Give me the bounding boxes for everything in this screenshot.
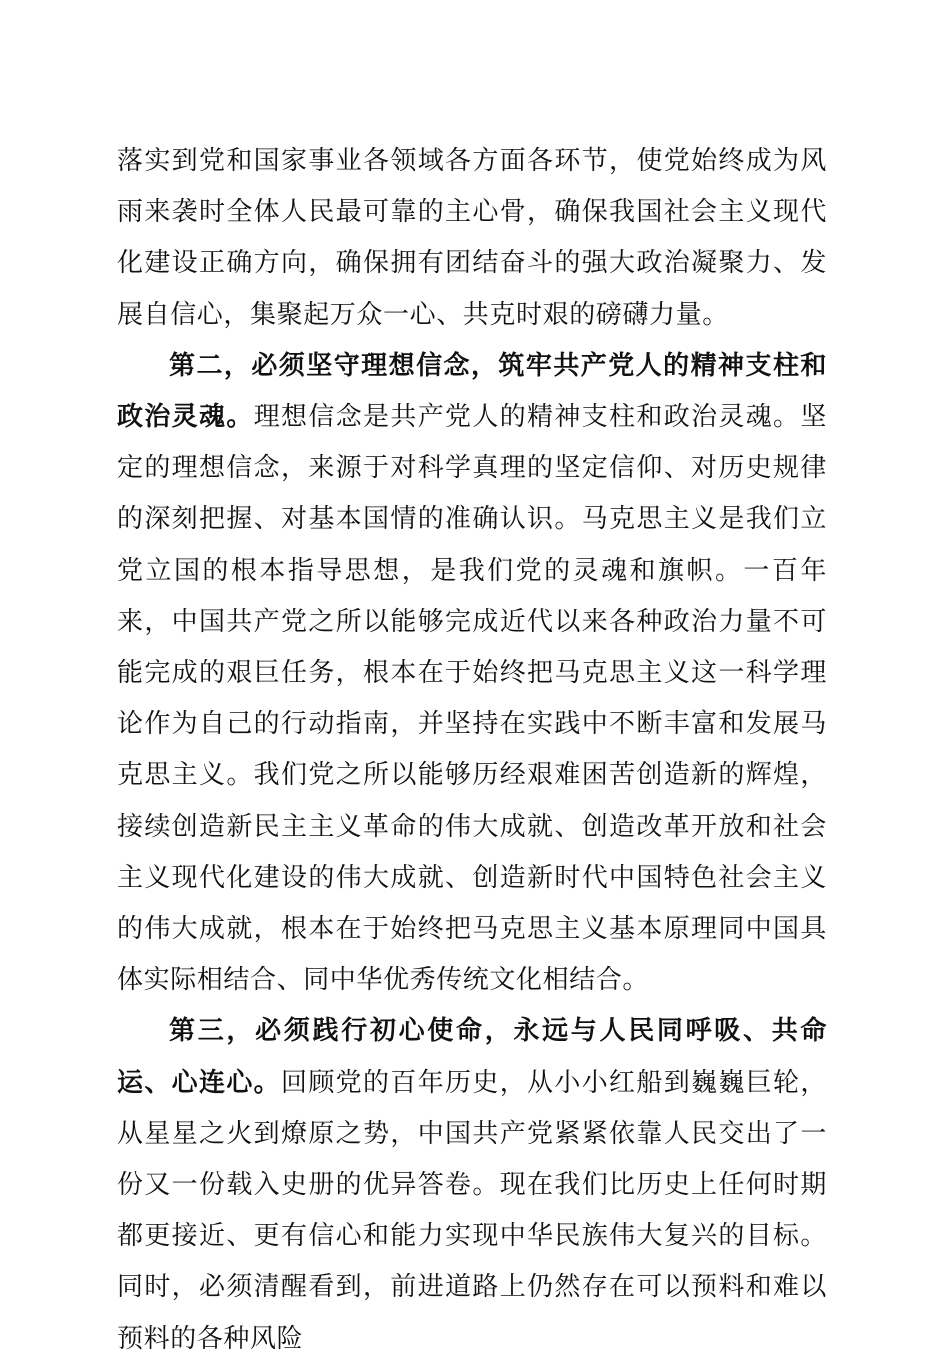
paragraph-text: 回顾党的百年历史，从小小红船到巍巍巨轮，从星星之火到燎原之势，中国共产党紧紧依靠人民交出了一份又一份载入史册的优异答卷。现在我们比历史上任何时期都更接近、更有信心和能力实现中华民族伟大复兴的目标。同时，必须清醒看到，前进道路上仍然存在可以预料和难以预料的各种风险 [117, 1067, 827, 1354]
paragraph-text: 理想信念是共产党人的精神支柱和政治灵魂。坚定的理想信念，来源于对科学真理的坚定信仰、对历史规律的深刻把握、对基本国情的准确认识。马克思主义是我们立党立国的根本指导思想，是我们党的灵魂和旗帜。一百年来，中国共产党之所以能够完成近代以来各种政治力量不可能完成的艰巨任务，根本在于始终把马克思主义这一科学理论作为自己的行动指南，并坚持在实践中不断丰富和发展马克思主义。我们党之所以能够历经艰难困苦创造新的辉煌，接续创造新民主主义革命的伟大成就、创造改革开放和社会主义现代化建设的伟大成就、创造新时代中国特色社会主义的伟大成就，根本在于始终把马克思主义基本原理同中国具体实际相结合、同中华优秀传统文化相结合。 [117, 402, 827, 996]
paragraph-third-principle [117, 1006, 827, 1364]
paragraph-continuation [117, 136, 827, 341]
document-body [117, 136, 827, 1365]
paragraph-text: 落实到党和国家事业各领域各方面各环节，使党始终成为风雨来袭时全体人民最可靠的主心骨，确保我国社会主义现代化建设正确方向，确保拥有团结奋斗的强大政治凝聚力、发展自信心，集聚起万众一心、共克时艰的磅礴力量。 [117, 146, 827, 330]
paragraph-lead-heading: 第三，必须践行初心使命，永远与人民同呼吸、共命运、心连心。 [117, 1016, 827, 1098]
paragraph-second-principle [117, 341, 827, 1007]
paragraph-lead-heading: 第二，必须坚守理想信念，筑牢共产党人的精神支柱和政治灵魂。 [117, 350, 827, 433]
